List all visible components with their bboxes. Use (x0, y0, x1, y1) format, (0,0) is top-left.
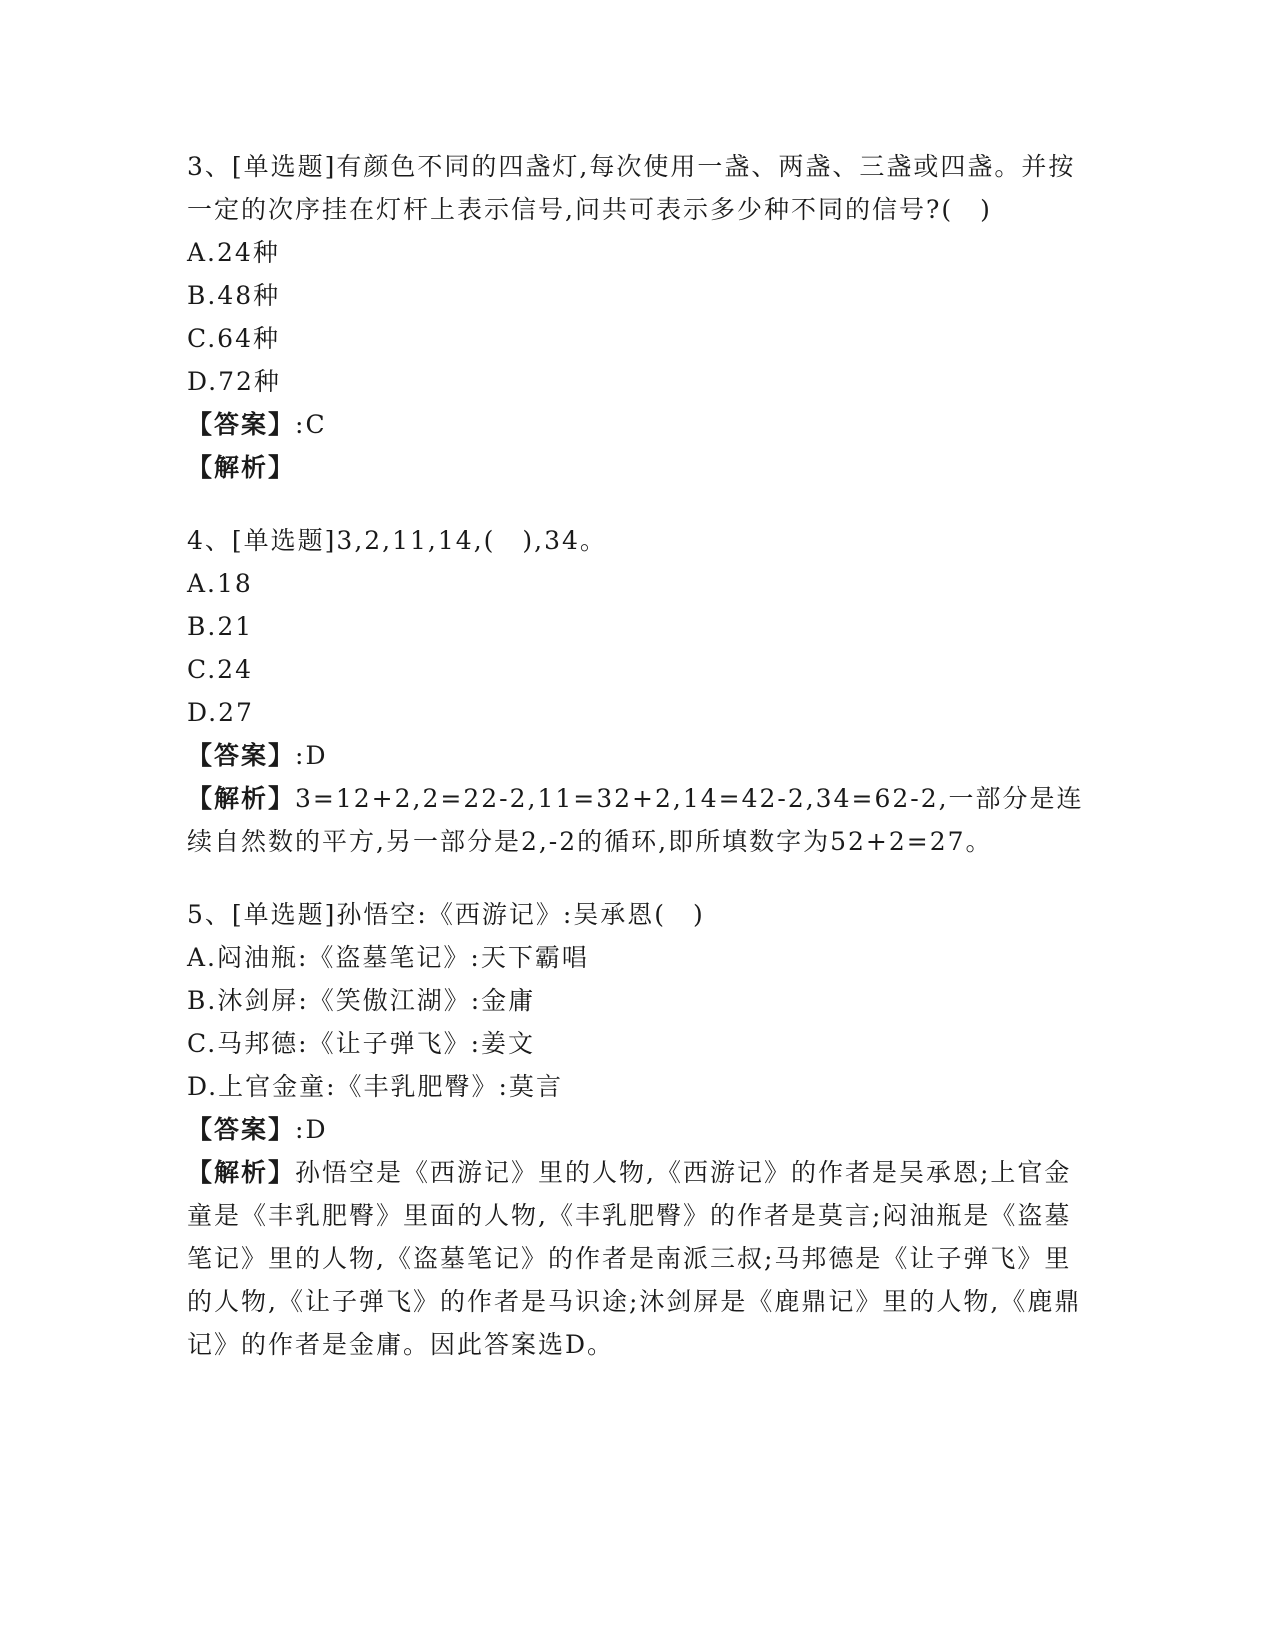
question-stem: 5、[单选题]孙悟空:《西游记》:吴承恩( ) (187, 900, 705, 929)
analysis-text: 3=12+2,2=22-2,11=32+2,14=42-2,34=62-2,一部分是连续自然数的平方,另一部分是2,-2的循环,即所填数字为52+2=27。 (187, 784, 1084, 856)
question-4 (187, 519, 1087, 863)
document-page (187, 145, 1087, 1366)
question-5 (187, 893, 1087, 1366)
answer-line (187, 734, 1087, 777)
option-a: A.24种 (187, 238, 280, 267)
option-c: C.24 (187, 655, 253, 684)
question-stem: 4、[单选题]3,2,11,14,( ),34。 (187, 526, 607, 555)
option-b: B.48种 (187, 281, 281, 310)
option-d: D.上官金童:《丰乳肥臀》:莫言 (187, 1072, 563, 1101)
analysis-tag: 【解析】 (187, 1158, 296, 1187)
option-c: C.马邦德:《让子弹飞》:姜文 (187, 1029, 536, 1058)
answer-value: :D (295, 741, 328, 770)
answer-value: :D (295, 1115, 328, 1144)
answer-tag: 【答案】 (187, 1115, 296, 1144)
analysis-text: 孙悟空是《西游记》里的人物,《西游记》的作者是吴承恩;上官金童是《丰乳肥臀》里面的人物,《丰乳肥臀》的作者是莫言;闷油瓶是《盗墓笔记》里的人物,《盗墓笔记》的作者是南派三叔;马邦德是《让子弹飞》里的人物,《让子弹飞》的作者是马识途;沐剑屏是《鹿鼎记》里的人物,《鹿鼎记》的作者是金庸。因此答案选D。 (187, 1158, 1082, 1359)
answer-line (187, 403, 1087, 446)
analysis-tag: 【解析】 (187, 784, 296, 813)
question-stem: 3、[单选题]有颜色不同的四盏灯,每次使用一盏、两盏、三盏或四盏。并按一定的次序挂在灯杆上表示信号,问共可表示多少种不同的信号?( ) (187, 152, 1076, 224)
analysis-line (187, 446, 1087, 489)
option-b: B.21 (187, 612, 254, 641)
question-3 (187, 145, 1087, 489)
answer-line (187, 1108, 1087, 1151)
answer-tag: 【答案】 (187, 741, 296, 770)
answer-value: :C (295, 410, 327, 439)
answer-tag: 【答案】 (187, 410, 296, 439)
analysis-line (187, 1151, 1087, 1366)
option-d: D.27 (187, 698, 254, 727)
option-a: A.18 (187, 569, 253, 598)
analysis-line (187, 777, 1087, 863)
option-a: A.闷油瓶:《盗墓笔记》:天下霸唱 (187, 943, 589, 972)
option-c: C.64种 (187, 324, 280, 353)
option-b: B.沐剑屏:《笑傲江湖》:金庸 (187, 986, 536, 1015)
option-d: D.72种 (187, 367, 281, 396)
analysis-tag: 【解析】 (187, 453, 296, 482)
